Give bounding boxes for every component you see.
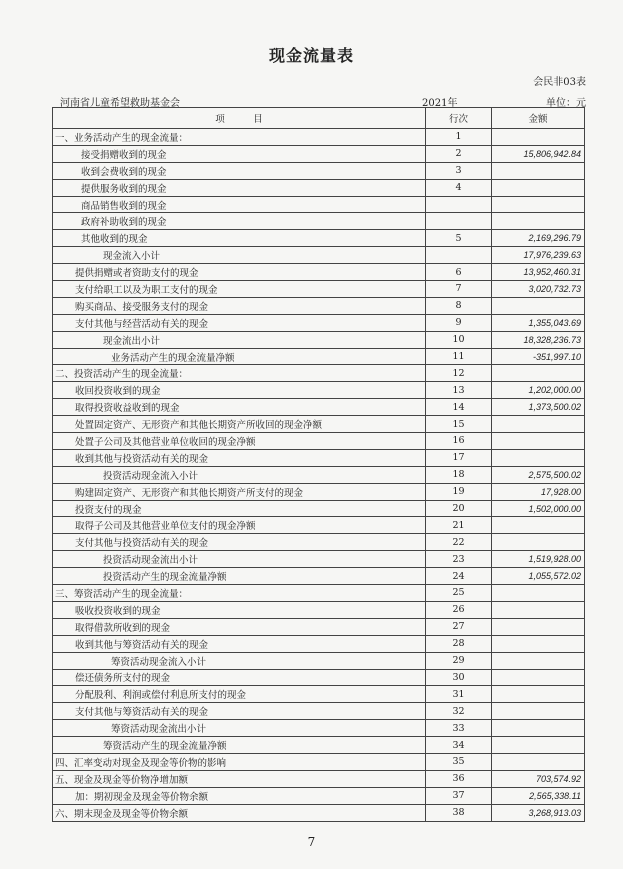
table-row [53,703,585,720]
row-label: 投资活动产生的现金流量净额 [53,568,426,585]
row-line-number: 12 [426,365,492,382]
row-label: 处置子公司及其他营业单位收回的现金净额 [53,433,426,450]
header-amount: 金额 [492,108,585,129]
row-label: 购建固定资产、无形资产和其他长期资产所支付的现金 [53,483,426,500]
row-line-number: 14 [426,399,492,416]
table-row [53,500,585,517]
row-label: 一、业务活动产生的现金流量： [53,129,426,146]
row-label: 二、投资活动产生的现金流量： [53,365,426,382]
row-line-number: 20 [426,500,492,517]
row-line-number: 17 [426,449,492,466]
row-line-number: 29 [426,652,492,669]
row-amount: 1,355,043.69 [492,314,585,331]
row-amount [492,652,585,669]
row-label: 接受捐赠收到的现金 [53,145,426,162]
row-amount [492,196,585,213]
row-line-number: 34 [426,737,492,754]
row-line-number: 16 [426,433,492,450]
table-row [53,517,585,534]
row-label: 提供捐赠或者资助支付的现金 [53,264,426,281]
table-row [53,618,585,635]
table-row [53,585,585,602]
table-row [53,314,585,331]
table-row [53,449,585,466]
table-row [53,753,585,770]
row-label: 现金流出小计 [53,331,426,348]
row-amount: 18,328,236.73 [492,331,585,348]
row-line-number: 35 [426,753,492,770]
header-item: 项 目 [53,108,426,129]
form-number: 会民非03表 [533,77,586,88]
row-line-number: 7 [426,281,492,298]
row-line-number: 11 [426,348,492,365]
table-row [53,551,585,568]
row-amount: 17,928.00 [492,483,585,500]
row-line-number: 19 [426,483,492,500]
table-row [53,247,585,264]
row-label: 取得借款所收到的现金 [53,618,426,635]
row-line-number: 1 [426,129,492,146]
row-line-number: 3 [426,162,492,179]
row-label: 筹资活动产生的现金流量净额 [53,737,426,754]
table-row [53,281,585,298]
row-amount [492,179,585,196]
row-amount [492,129,585,146]
row-amount: 3,020,732.73 [492,281,585,298]
row-amount: 13,952,460.31 [492,264,585,281]
table-row [53,129,585,146]
row-line-number: 4 [426,179,492,196]
row-label: 支付给职工以及为职工支付的现金 [53,281,426,298]
table-header-row [53,108,585,129]
row-label: 分配股利、利润或偿付利息所支付的现金 [53,686,426,703]
table-row [53,787,585,804]
row-line-number: 10 [426,331,492,348]
row-amount [492,517,585,534]
table-row [53,483,585,500]
row-label: 商品销售收到的现金 [53,196,426,213]
row-label: 五、现金及现金等价物净增加额 [53,770,426,787]
row-amount: 2,169,296.79 [492,230,585,247]
row-line-number: 8 [426,297,492,314]
row-amount [492,162,585,179]
row-amount: 3,268,913.03 [492,804,585,821]
header-line: 行次 [426,108,492,129]
table-row [53,686,585,703]
row-amount: 1,055,572.02 [492,568,585,585]
page-number: 7 [307,835,316,849]
row-amount [492,686,585,703]
row-line-number: 6 [426,264,492,281]
table-row [53,145,585,162]
row-label: 投资支付的现金 [53,500,426,517]
table-row [53,652,585,669]
row-line-number: 28 [426,635,492,652]
row-amount [492,534,585,551]
row-amount: 703,574.92 [492,770,585,787]
row-line-number: 30 [426,669,492,686]
organization-name: 河南省儿童希望救助基金会 [60,98,180,109]
row-amount: 1,519,928.00 [492,551,585,568]
table-row [53,382,585,399]
table-row [53,230,585,247]
row-amount [492,703,585,720]
row-amount [492,449,585,466]
table-row [53,179,585,196]
row-label: 投资活动现金流出小计 [53,551,426,568]
row-label: 购买商品、接受服务支付的现金 [53,297,426,314]
row-line-number: 15 [426,416,492,433]
row-amount: 17,976,239.63 [492,247,585,264]
cash-flow-table [52,107,585,822]
table-row [53,416,585,433]
row-label: 支付其他与经营活动有关的现金 [53,314,426,331]
row-label: 政府补助收到的现金 [53,213,426,230]
row-label: 收到其他与投资活动有关的现金 [53,449,426,466]
row-label: 筹资活动现金流出小计 [53,720,426,737]
table-row [53,297,585,314]
row-amount: 2,565,338.11 [492,787,585,804]
row-label: 其他收到的现金 [53,230,426,247]
row-label: 提供服务收到的现金 [53,179,426,196]
row-label: 吸收投资收到的现金 [53,601,426,618]
row-line-number: 23 [426,551,492,568]
table-row [53,568,585,585]
report-year: 2021年 [422,98,458,109]
row-label: 支付其他与筹资活动有关的现金 [53,703,426,720]
table-row [53,804,585,821]
row-label: 支付其他与投资活动有关的现金 [53,534,426,551]
row-amount [492,720,585,737]
row-amount [492,365,585,382]
row-line-number [426,247,492,264]
table-row [53,433,585,450]
table-row [53,635,585,652]
table-row [53,331,585,348]
table-row [53,162,585,179]
row-label: 加：期初现金及现金等价物余额 [53,787,426,804]
row-amount [492,297,585,314]
row-line-number: 26 [426,601,492,618]
row-line-number: 5 [426,230,492,247]
row-line-number: 27 [426,618,492,635]
table-row [53,669,585,686]
row-line-number: 9 [426,314,492,331]
row-line-number: 13 [426,382,492,399]
row-amount: 15,806,942.84 [492,145,585,162]
row-line-number: 21 [426,517,492,534]
table-row [53,399,585,416]
row-label: 三、筹资活动产生的现金流量： [53,585,426,602]
row-amount [492,585,585,602]
table-row [53,196,585,213]
table-row [53,264,585,281]
table-row [53,770,585,787]
row-amount [492,601,585,618]
row-amount: 1,373,500.02 [492,399,585,416]
row-label: 收回投资收到的现金 [53,382,426,399]
table-row [53,534,585,551]
row-line-number [426,213,492,230]
row-line-number: 24 [426,568,492,585]
row-line-number: 18 [426,466,492,483]
table-row [53,737,585,754]
row-line-number: 22 [426,534,492,551]
row-amount [492,737,585,754]
row-line-number: 37 [426,787,492,804]
row-label: 处置固定资产、无形资产和其他长期资产所收回的现金净额 [53,416,426,433]
row-amount [492,433,585,450]
row-label: 取得子公司及其他营业单位支付的现金净额 [53,517,426,534]
row-line-number: 33 [426,720,492,737]
row-amount [492,213,585,230]
row-amount [492,618,585,635]
row-label: 偿还债务所支付的现金 [53,669,426,686]
row-label: 业务活动产生的现金流量净额 [53,348,426,365]
row-amount [492,669,585,686]
report-title: 现金流量表 [268,46,354,65]
row-amount: -351,997.10 [492,348,585,365]
row-line-number: 2 [426,145,492,162]
row-amount [492,416,585,433]
row-label: 收到会费收到的现金 [53,162,426,179]
row-label: 取得投资收益收到的现金 [53,399,426,416]
row-amount: 1,502,000.00 [492,500,585,517]
row-amount [492,635,585,652]
row-label: 筹资活动现金流入小计 [53,652,426,669]
table-row [53,365,585,382]
table-row [53,601,585,618]
row-line-number: 36 [426,770,492,787]
table-row [53,348,585,365]
row-line-number: 31 [426,686,492,703]
currency-unit: 单位：元 [546,98,586,109]
row-amount: 2,575,500.02 [492,466,585,483]
row-label: 现金流入小计 [53,247,426,264]
row-label: 六、期末现金及现金等价物余额 [53,804,426,821]
table-row [53,466,585,483]
row-line-number [426,196,492,213]
row-label: 收到其他与筹资活动有关的现金 [53,635,426,652]
table-row [53,213,585,230]
row-line-number: 25 [426,585,492,602]
row-amount [492,753,585,770]
row-line-number: 38 [426,804,492,821]
table-row [53,720,585,737]
row-label: 投资活动现金流入小计 [53,466,426,483]
row-line-number: 32 [426,703,492,720]
row-amount: 1,202,000.00 [492,382,585,399]
row-label: 四、汇率变动对现金及现金等价物的影响 [53,753,426,770]
